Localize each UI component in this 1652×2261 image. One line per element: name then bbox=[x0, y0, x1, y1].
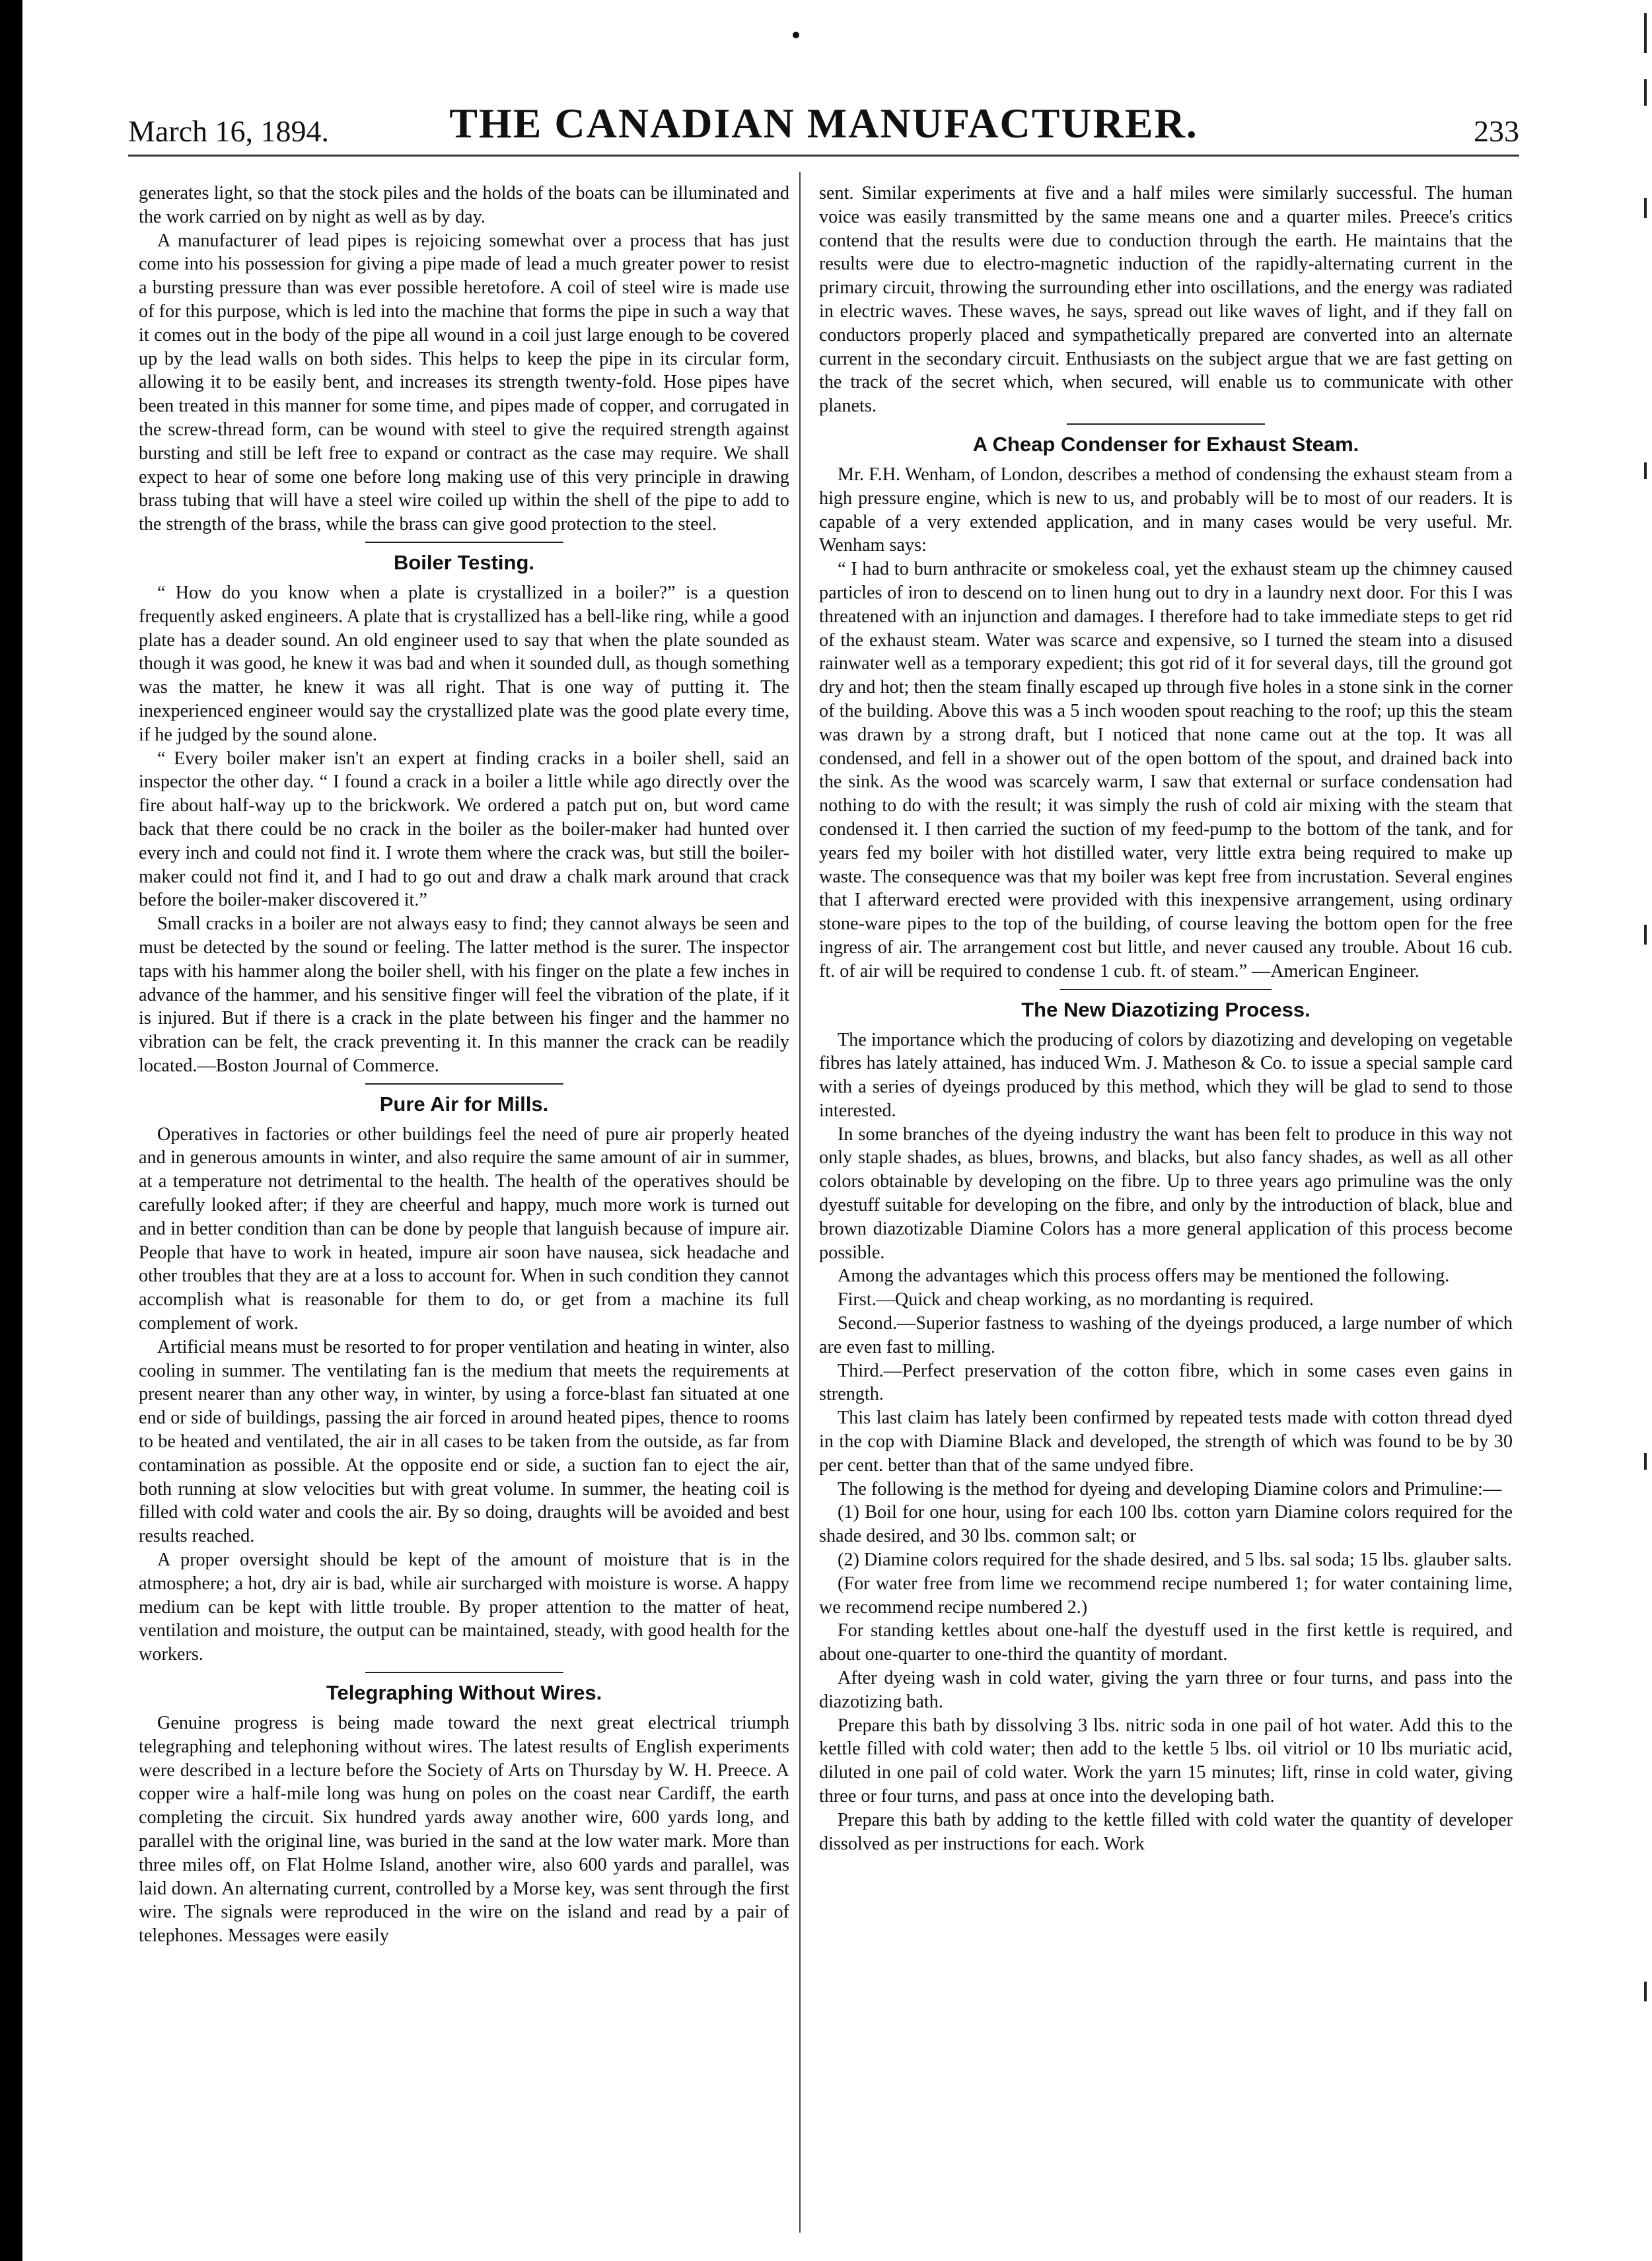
diazotizing-paragraph: Prepare this bath by adding to the kettle filled with cold water the quantity of developer dissolved as per instructions for each. Work bbox=[819, 1809, 1513, 1854]
diazotizing-paragraph: Third.—Perfect preservation of the cotton fibre, which in some cases even gains in strength. bbox=[819, 1360, 1513, 1405]
boiler-paragraph: “ How do you know when a plate is crystallized in a boiler?” is a question frequently asked engineers. A plate that is crystallized has a bell-like ring, while a good plate has a deader sound. An old engineer used to say that when the plate sounded as though it was good, he knew it was bad and when it sounded dull, as though something was the matter, he knew it was all right. That is one way of putting it. The inexperienced engineer would say the crystallized plate was the good plate every time, if he judged by the sound alone. bbox=[139, 582, 789, 745]
diazotizing-paragraph: The following is the method for dyeing and developing Diamine colors and Primuline:— bbox=[838, 1478, 1502, 1499]
boiler-paragraph: Small cracks in a boiler are not always easy to find; they cannot always be seen and must be detected by the sound or feeling. The latter method is the surer. The inspector taps with his hammer along the boiler shell, with his finger on the plate a few inches in advance of the hammer, and his sensitive finger will feel the vibration of the plate, if it is injured. But if there is a crack in the plate between his finger and the hammer no vibration can be felt, the crack preventing it. In this manner the crack can be readily located.—Boston Journal of Commerce. bbox=[139, 914, 789, 1076]
telegraphing-continuation: sent. Similar experiments at five and a half miles were similarly successful. The human voice was easily transmitted by the same means one and a quarter miles. Preece's critics contend that the results were due to conduction through the earth. He maintains that the results were due to electro-magnetic induction of the rapidly-alternating current in the primary circuit, throwing the surrounding ether into oscillations, and the energy was radiated in electric waves. These waves, he says, spread out like waves of light, and if they fall on conductors properly placed and sympathetically prepared are converted into an alternate current in the secondary circuit. Enthusiasts on the subject argue that we are fast getting on the track of the secret which, when secured, will enable us to communicate with other planets. bbox=[819, 183, 1513, 417]
header-rule bbox=[128, 155, 1519, 157]
condenser-paragraph: “ I had to burn anthracite or smokeless coal, yet the exhaust steam up the chimney caused particles of iron to descend on to linen hung out to dry in a laundry next door. For this I was threatened with an injunction and damages. I therefore had to take immediate steps to get rid of the exhaust steam. Water was scarce and expensive, so I turned the steam into a disused rainwater well as a temporary expedient; this got rid of it for several days, till the ground got dry and hot; then the steam finally escaped up through five holes in a stone sink in the corner of the building. Above this was a 5 inch wooden spout reaching to the roof; up this the steam was drawn by a strong draft, but I noticed that none came out at the top. It was all condensed, and fell in a shower out of the open bottom of the spout, and drained back into the sink. As the wood was scarcely warm, I saw that external or surface condensation had nothing to do with the result; it was simply the rush of cold air mixing with the steam that condensed it. I then carried the suction of my feed-pump to the bottom of the tank, and for years fed my boiler with hot distilled water, very little extra being required to make up waste. The consequence was that my boiler was kept free from incrustation. Several engines that I afterward erected were provided with this inexpensive arrangement, using ordinary stone-ware pipes to the top of the building, of course leaving the bottom open for the free ingress of air. The arrangement cost but little, and never caused any trouble. About 16 cub. ft. of air will be required to condense 1 cub. ft. of steam.” —American Engineer. bbox=[819, 559, 1513, 982]
diazotizing-paragraph: Second.—Superior fastness to washing of the dyeings produced, a large number of which are even fast to milling. bbox=[819, 1313, 1513, 1357]
diazotizing-paragraph: This last claim has lately been confirmed by repeated tests made with cotton thread dyed in the cop with Diamine Black and developed, the strength of which was found to be by 30 per cent. better than that of the same undyed fibre. bbox=[819, 1408, 1513, 1476]
diazotizing-paragraph: First.—Quick and cheap working, as no mordanting is required. bbox=[838, 1289, 1314, 1310]
pure-air-paragraph: A proper oversight should be kept of the amount of moisture that is in the atmosphere; a hot, dry air is bad, while air surcharged with moisture is worse. A happy medium can be kept with little trouble. By proper attention to the matter of heat, ventilation and moisture, the output can be maintained, steady, with good health for the workers. bbox=[139, 1550, 789, 1665]
scan-speck bbox=[793, 32, 799, 38]
condenser-paragraph: Mr. F.H. Wenham, of London, describes a method of condensing the exhaust steam from a high pressure engine, which is new to us, and probably will be to most of our readers. It is capable of a very extended application, and in many cases would be very useful. Mr. Wenham says: bbox=[819, 464, 1513, 556]
issue-date: March 16, 1894. bbox=[128, 114, 330, 148]
scan-right-edge bbox=[1626, 0, 1652, 2261]
page-header bbox=[128, 99, 1519, 152]
scan-binding-edge bbox=[0, 0, 22, 2261]
section-separator bbox=[1060, 989, 1272, 990]
section-separator bbox=[1067, 423, 1265, 425]
diazotizing-paragraph: In some branches of the dyeing industry the want has been felt to produce in this way not only staple shades, as blues, browns, and blacks, but also fancy shades, as well as all other colors obtainable by developing on the fibre. Up to three years ago primuline was the only dyestuff suitable for developing on the fibre, and only by the introduction of black, blue and brown diazotizable Diamine Colors has a more general application of this process become possible. bbox=[819, 1124, 1513, 1263]
page-number: 233 bbox=[1474, 114, 1519, 148]
diazotizing-paragraph: Among the advantages which this process offers may be mentioned the following. bbox=[838, 1266, 1450, 1287]
diazotizing-paragraph: After dyeing wash in cold water, giving the yarn three or four turns, and pass into the diazotizing bath. bbox=[819, 1668, 1513, 1712]
lead-pipes-paragraph: A manufacturer of lead pipes is rejoicing somewhat over a process that has just come into his possession for giving a pipe made of lead a much greater power to resist a bursting pressure than was ever possible heretofore. A coil of steel wire is made use of for this purpose, which is led into the machine that forms the pipe in such a way that it comes out in the body of the pipe all wound in a coil just large enough to be covered up by the lead walls on both sides. This helps to keep the pipe in its circular form, allowing it to be easily bent, and increases its strength twenty-fold. Hose pipes have been treated in this manner for some time, and pipes made of copper, and corrugated in the screw-thread form, can be wound with steel to give the required strength against bursting and still be left free to expand or contract as the case may require. We shall expect to hear of some one before long making use of this very principle in drawing brass tubing that will have a steel wire coiled up within the shell of the pipe to add to the strength of the brass, while the brass can give good protection to the steel. bbox=[139, 230, 789, 535]
section-separator bbox=[365, 542, 563, 543]
pure-air-paragraph: Artificial means must be resorted to for proper ventilation and heating in winter, also cooling in summer. The ventilating fan is the medium that meets the requirements at present nearer than any other way, in winter, by using a force-blast fan situated at one end or side of buildings, passing the air forced in around heated pipes, thence to rooms to be heated and ventilated, the air in all cases to be taken from the outside, as far from contamination as possible. At the opposite end or side, a suction fan to eject the air, both running at slow velocities but with great volume. In summer, the heating coil is filled with cold water and cools the air. By so doing, draughts will be avoided and best results reached. bbox=[139, 1336, 789, 1547]
telegraphing-paragraph: Genuine progress is being made toward the next great electrical triumph telegraphing and telephoning without wires. The latest results of English experiments were described in a lecture before the Society of Arts on Thursday by W. H. Preece. A copper wire a half-mile long was hung on poles on the coast near Cardiff, the earth completing the circuit. Six hundred yards away another wire, 600 yards long, and parallel with the original line, was buried in the sand at the low water mark. More than three miles off, on Flat Holme Island, another wire, also 600 yards and parallel, was laid down. An alternating current, controlled by a Morse key, was sent through the first wire. The signals were reproduced in the wire on the island and read by a pair of telephones. Messages were easily bbox=[139, 1713, 789, 1947]
right-column bbox=[819, 182, 1513, 1855]
section-separator bbox=[365, 1083, 563, 1085]
left-column bbox=[139, 182, 789, 1948]
pure-air-paragraph: Operatives in factories or other buildings feel the need of pure air properly heated and in generous amounts in winter, and also require the same amount of air in summer, at a temperature not detrimental to the health. The health of the operatives should be carefully looked after; if they are cheerful and happy, much more work is turned out and in better condition than can be done by people that languish because of impure air. People that have to work in heated, impure air soon have nausea, sick headache and other troubles that they are at a loss to account for. When in such condition they cannot accomplish what is reasonable for them to do, or get from a machine its full complement of work. bbox=[139, 1124, 789, 1334]
column-divider bbox=[799, 172, 801, 2233]
boiler-testing-heading: Boiler Testing. bbox=[393, 550, 534, 574]
condenser-heading: A Cheap Condenser for Exhaust Steam. bbox=[972, 432, 1359, 456]
diazotizing-paragraph: The importance which the producing of colors by diazotizing and developing on vegetable fibres has lately attained, has induced Wm. J. Matheson & Co. to issue a special sample card with a series of dyeings produced by this method, which they will be glad to send to those interested. bbox=[819, 1029, 1513, 1121]
diazotizing-heading: The New Diazotizing Process. bbox=[1021, 997, 1311, 1021]
pure-air-heading: Pure Air for Mills. bbox=[379, 1092, 549, 1116]
boiler-paragraph: “ Every boiler maker isn't an expert at finding cracks in a boiler shell, said an inspector the other day. “ I found a crack in a boiler a little while ago directly over the fire about half-way up to the brickwork. We ordered a patch put on, but word came back that there could be no crack in the boiler as the boiler-maker had hunted over every inch and could not find it. I wrote them where the crack was, but still the boiler-maker could not find it, and I had to go out and draw a chalk mark around that crack before the boiler-maker discovered it.” bbox=[139, 748, 789, 911]
diazotizing-paragraph: Prepare this bath by dissolving 3 lbs. nitric soda in one pail of hot water. Add this to the kettle filled with cold water; then add to the kettle 5 lbs. oil vitriol or 10 lbs muriatic acid, diluted in one pail of cold water. Work the yarn 15 minutes; lift, rinse in cold water, giving three or four turns, and pass at once into the developing bath. bbox=[819, 1715, 1513, 1807]
article-continuation: generates light, so that the stock piles and the holds of the boats can be illuminated and the work carried on by night as well as by day. bbox=[139, 183, 789, 227]
telegraphing-heading: Telegraphing Without Wires. bbox=[326, 1681, 602, 1705]
diazotizing-paragraph: (1) Boil for one hour, using for each 100 lbs. cotton yarn Diamine colors required for the shade desired, and 30 lbs. common salt; or bbox=[819, 1502, 1513, 1547]
diazotizing-paragraph: (2) Diamine colors required for the shade desired, and 5 lbs. sal soda; 15 lbs. glauber salts. bbox=[838, 1550, 1512, 1571]
diazotizing-paragraph: For standing kettles about one-half the dyestuff used in the first kettle is required, and about one-quarter to one-third the quantity of mordant. bbox=[819, 1620, 1513, 1665]
publication-title: THE CANADIAN MANUFACTURER. bbox=[449, 100, 1198, 147]
diazotizing-paragraph: (For water free from lime we recommend recipe numbered 1; for water containing lime, we recommend recipe numbered 2.) bbox=[819, 1573, 1513, 1618]
section-separator bbox=[365, 1672, 563, 1673]
